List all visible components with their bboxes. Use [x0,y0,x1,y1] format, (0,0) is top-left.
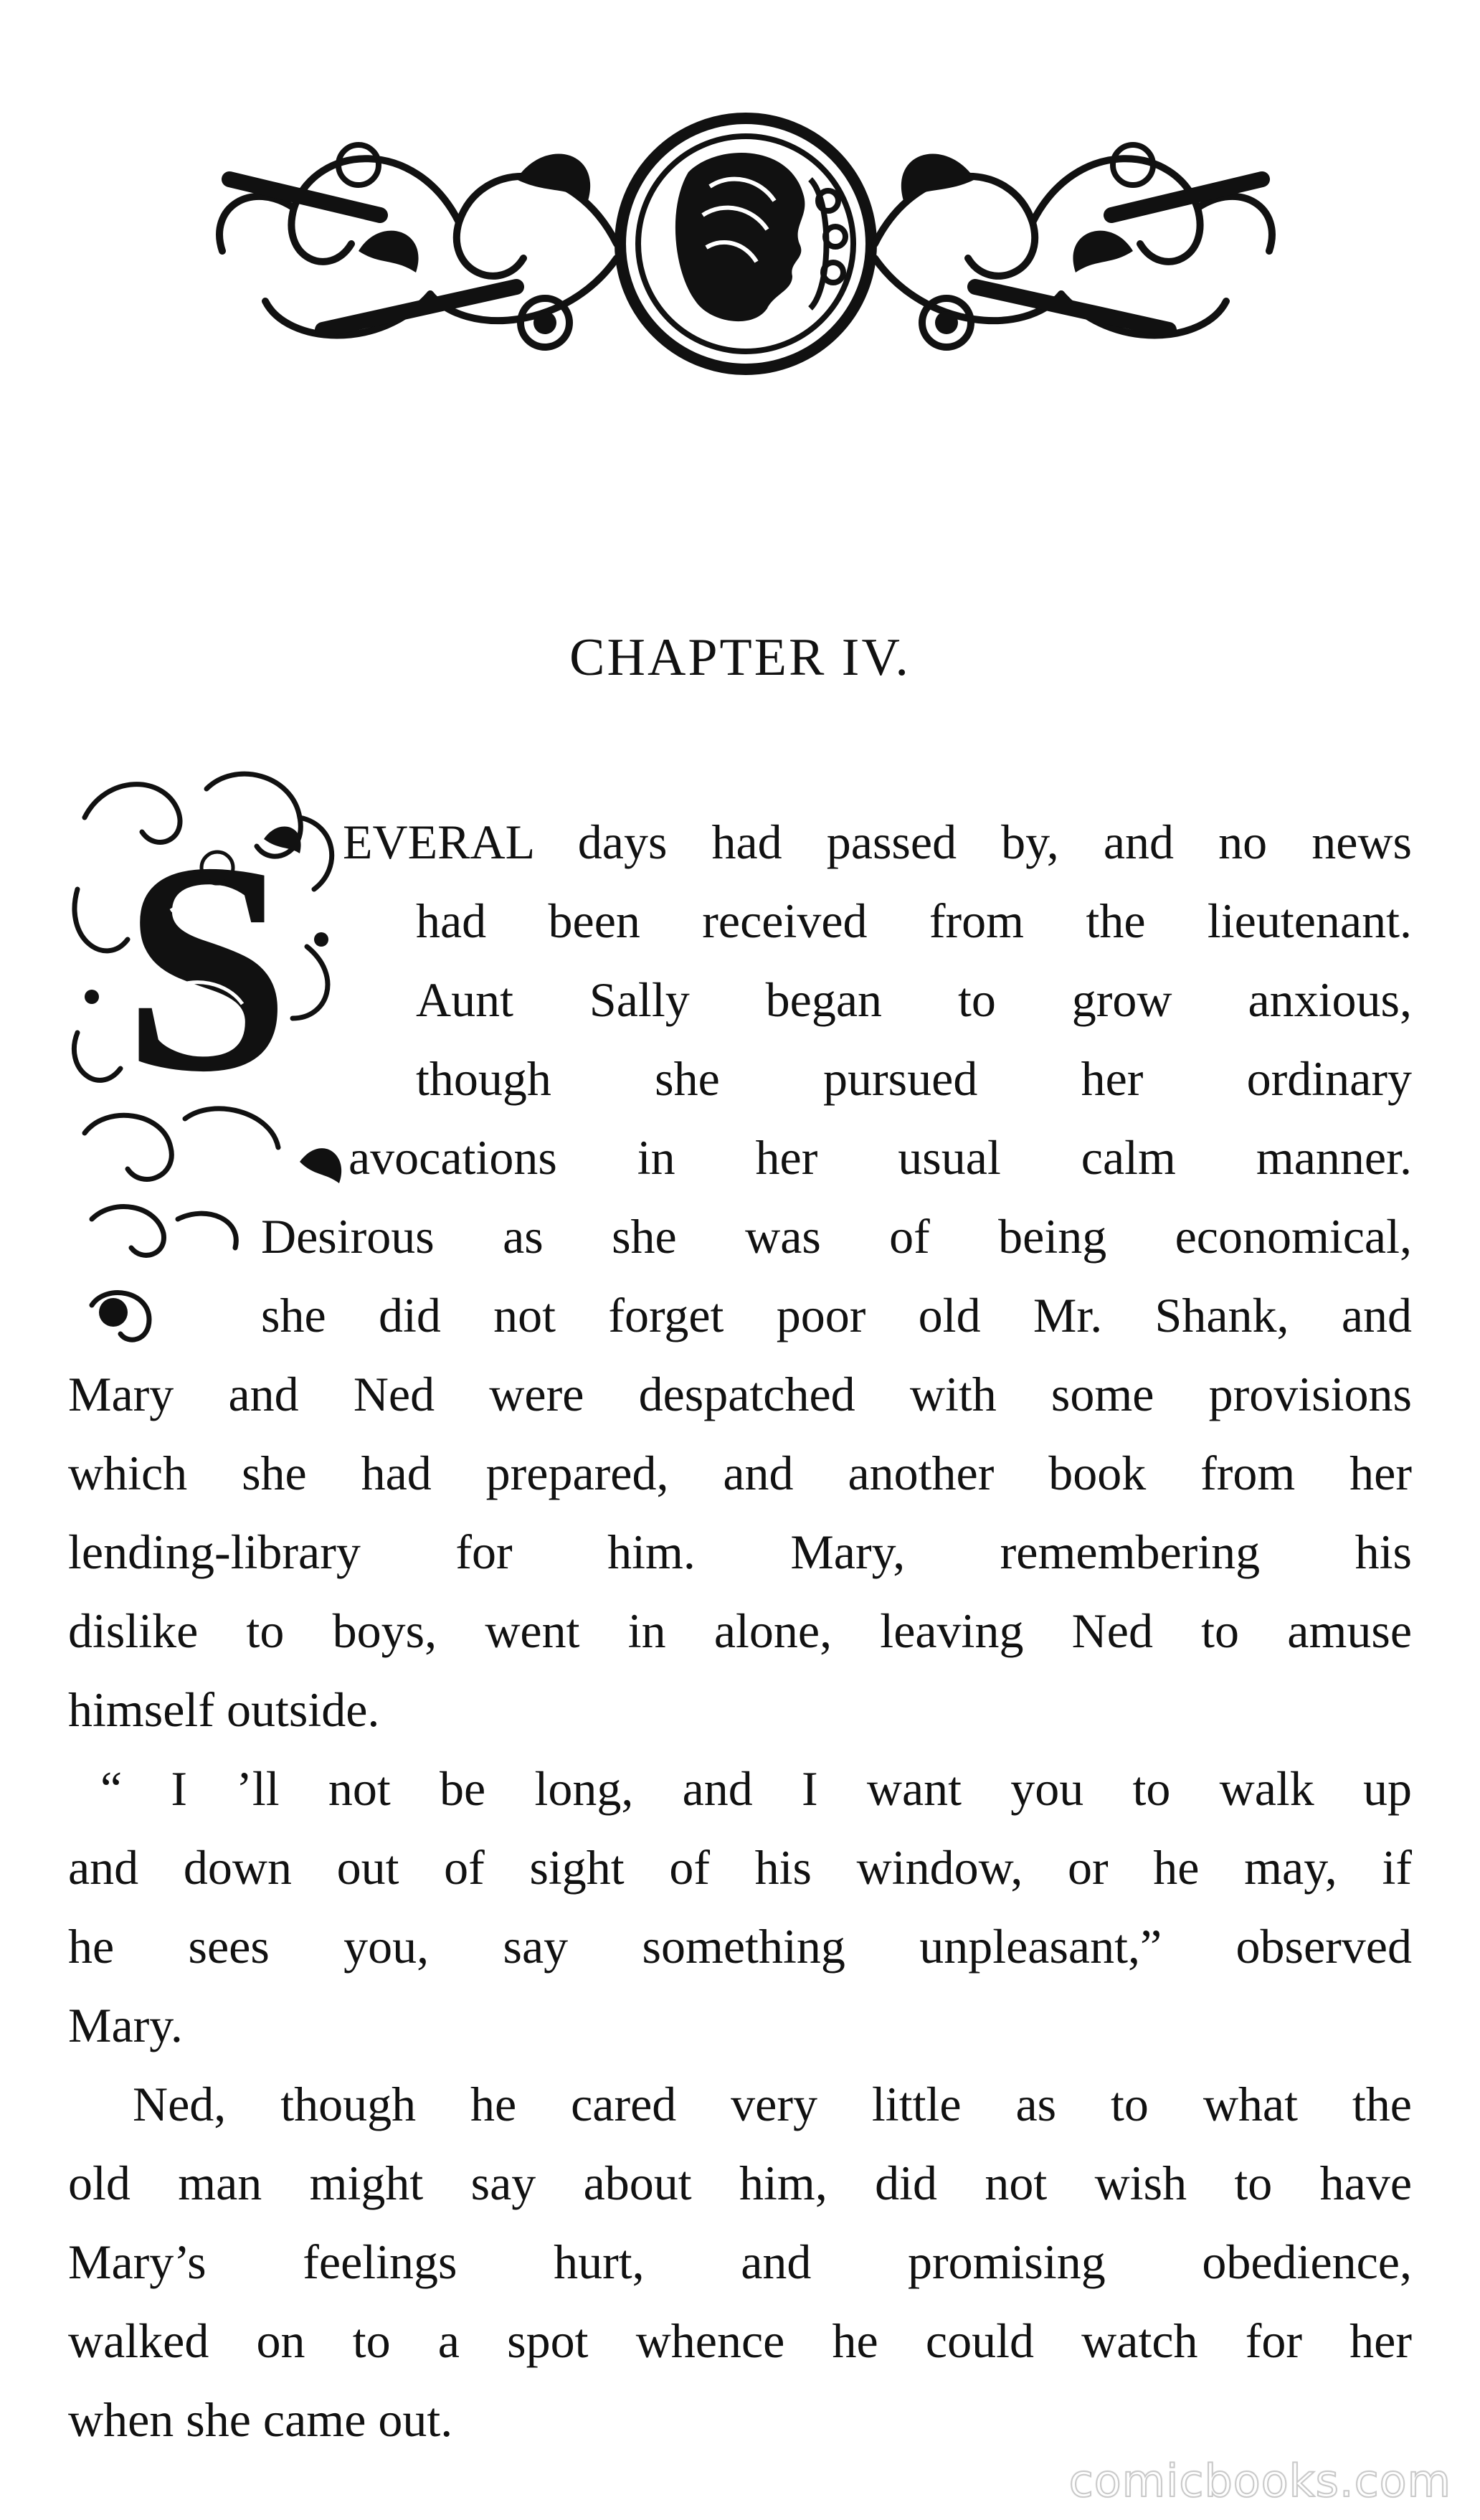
text-line: himself outside. [68,1682,380,1737]
headpiece-ornament-icon [143,93,1348,394]
text-line: EVERAL days had passed by, and no news [343,815,1412,869]
text-line: though she pursued her ordinary [416,1051,1412,1106]
text-line: Desirous as she was of being economical, [261,1209,1412,1264]
text-line: “ I ’ll not be long, and I want you to walk up [100,1761,1412,1816]
text-line: dislike to boys, went in alone, leaving Ned to amuse [68,1604,1412,1658]
text-line: and down out of sight of his window, or he may, if [68,1840,1412,1895]
chapter-title: CHAPTER IV. [569,628,911,687]
text-line: had been received from the lieutenant. [416,894,1412,948]
text-line: old man might say about him, did not wish to have [68,2156,1412,2210]
text-line: Mary. [68,1998,183,2052]
text-line: walked on to a spot whence he could watch for her [68,2313,1412,2368]
text-line: lending-library for him. Mary, remembering his [68,1525,1412,1579]
text-line: when she came out. [68,2392,453,2447]
text-line: Ned, though he cared very little as to what the [133,2077,1412,2131]
ornamental-headpiece [143,93,1348,394]
watermark: comicbooks.com [1068,2455,1451,2507]
drop-cap-letter: S [123,800,290,1134]
text-line: he sees you, say something unpleasant,” observed [68,1919,1412,1974]
text-line: avocations in her usual calm manner. [348,1130,1412,1185]
text-line: Mary and Ned were despatched with some provisions [68,1367,1412,1421]
text-line: she did not forget poor old Mr. Shank, and [261,1288,1412,1342]
text-line: Mary’s feelings hurt, and promising obedience, [68,2235,1412,2289]
text-line: Aunt Sally began to grow anxious, [416,972,1412,1027]
text-line: which she had prepared, and another book from her [68,1446,1412,1500]
